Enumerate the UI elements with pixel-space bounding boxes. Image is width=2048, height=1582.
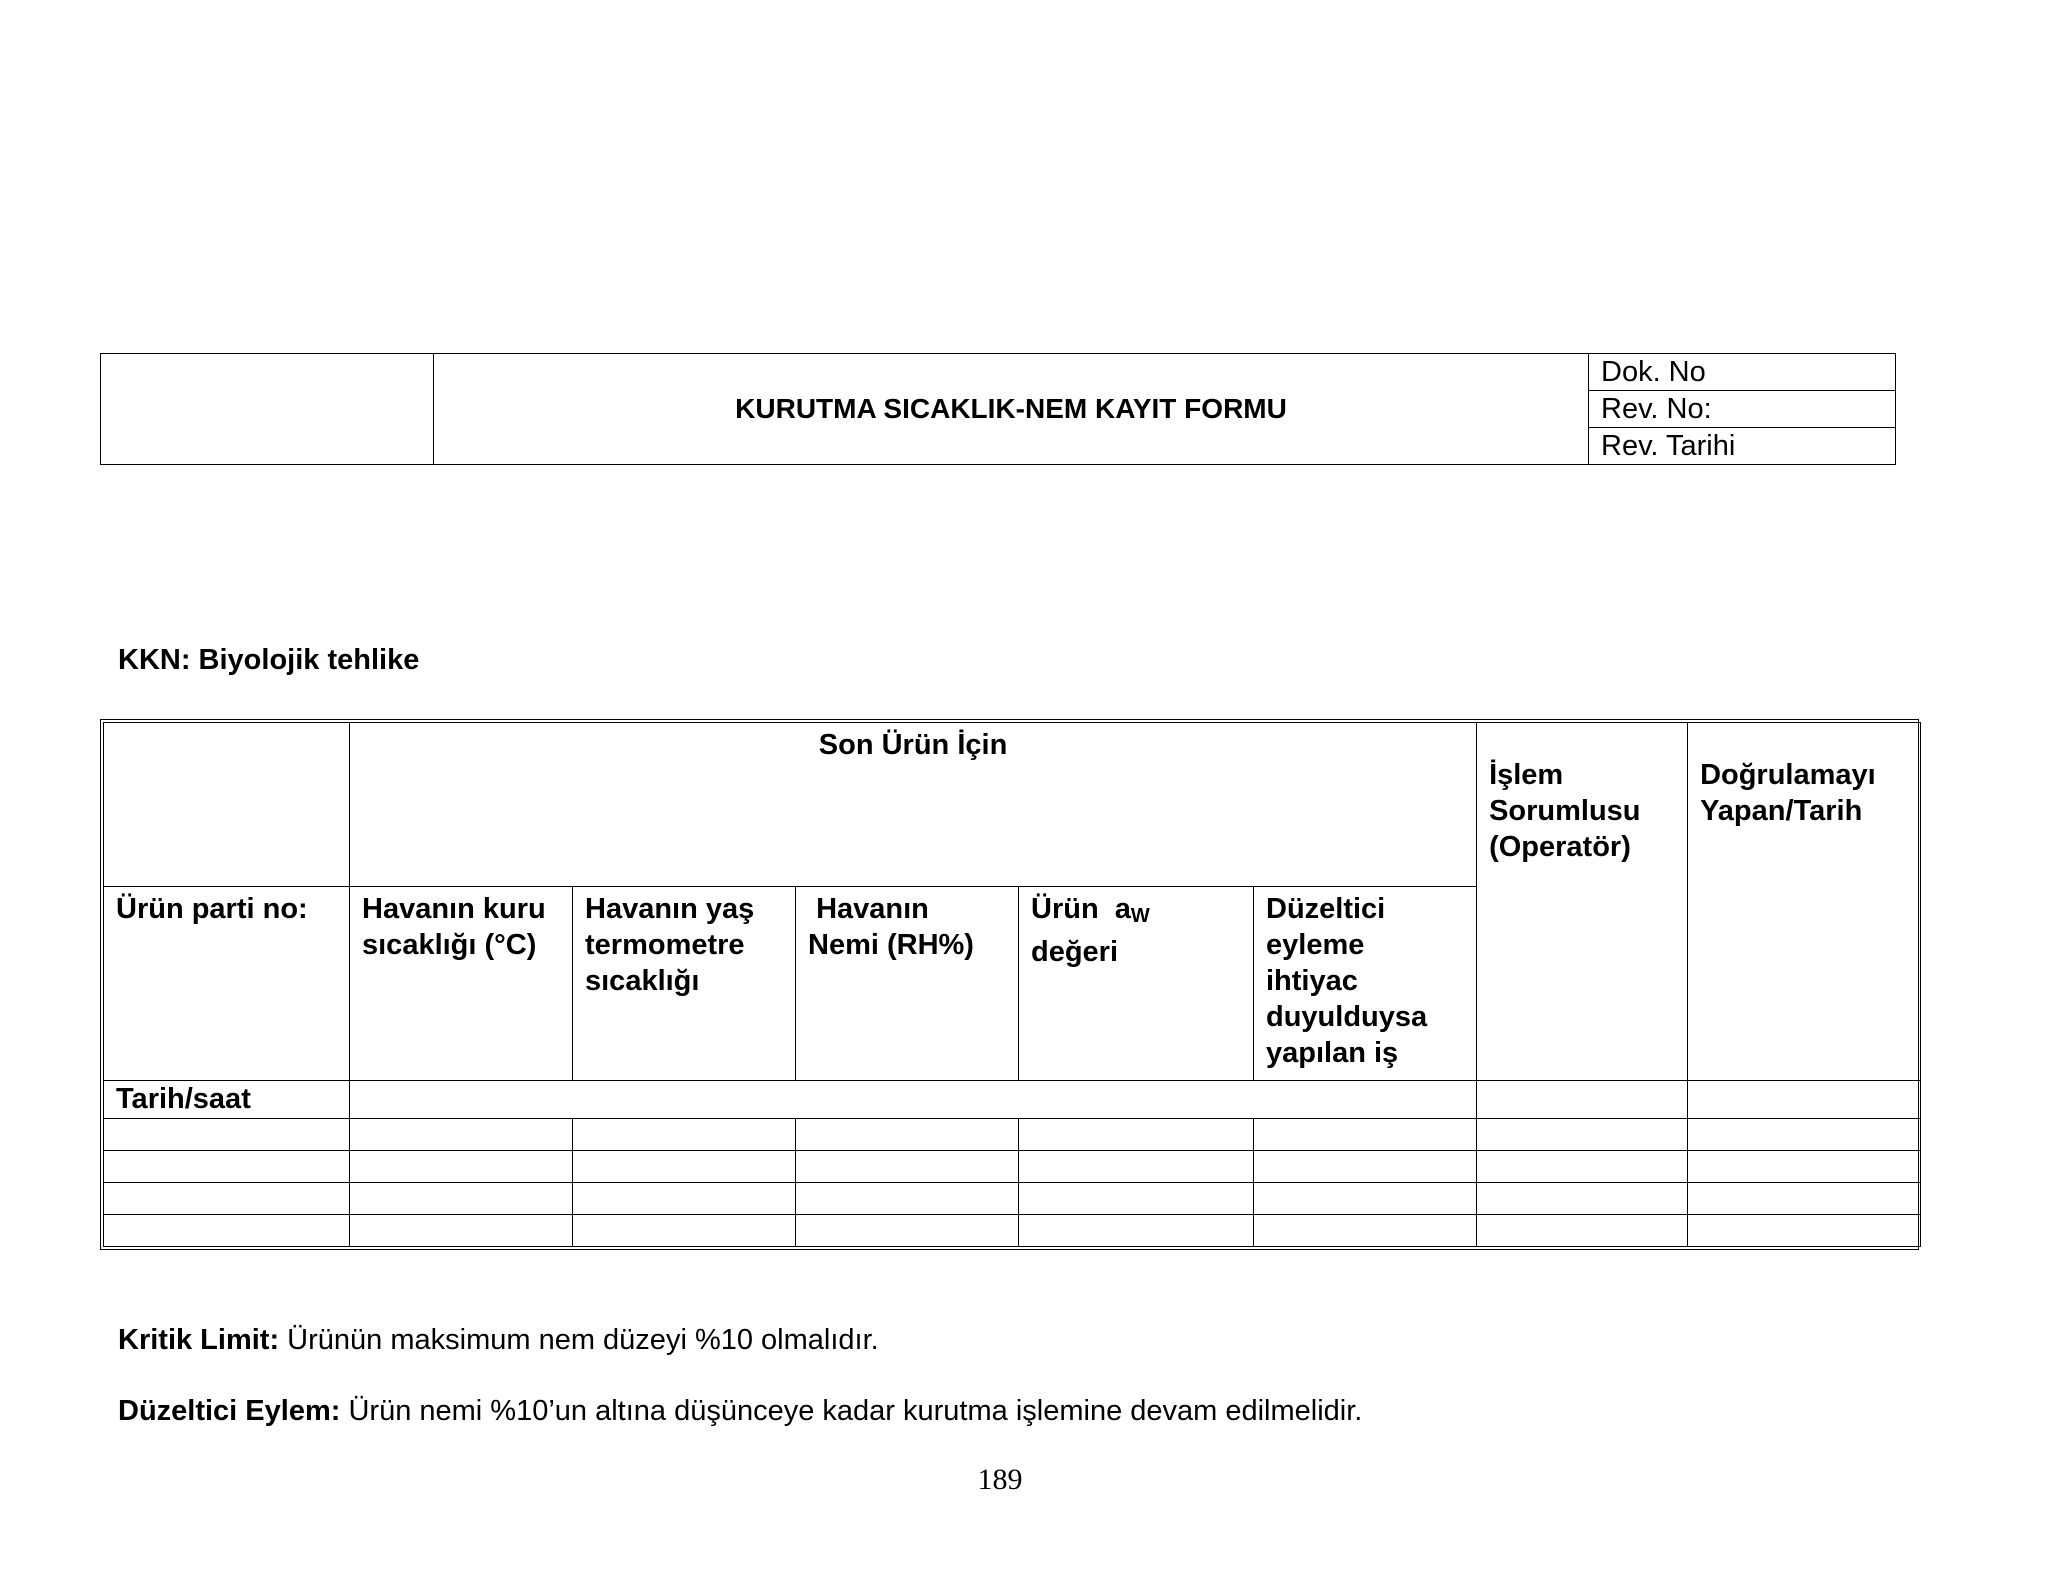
table-cell[interactable] [796, 1119, 1019, 1151]
corner-cell [104, 723, 350, 887]
table-cell[interactable] [350, 1183, 573, 1215]
rev-date-label: Rev. Tarihi [1589, 428, 1896, 465]
group-header-son-urun: Son Ürün İçin [350, 723, 1477, 887]
table-cell[interactable] [1254, 1183, 1477, 1215]
logo-cell [101, 354, 434, 465]
table-cell[interactable] [573, 1183, 796, 1215]
col-header-corrective: Düzeltici eyleme ihtiyac duyulduysa yapılan iş [1254, 886, 1477, 1081]
table-row [104, 1215, 1921, 1247]
table-cell[interactable] [1019, 1151, 1254, 1183]
form-header [100, 353, 1896, 465]
table-cell[interactable] [1688, 1151, 1921, 1183]
table-cell[interactable] [104, 1119, 350, 1151]
rev-no-label: Rev. No: [1589, 391, 1896, 428]
col-header-rh: Havanın Nemi (RH%) [796, 886, 1019, 1081]
aw-suffix: değeri [1031, 935, 1119, 968]
table-row [104, 1151, 1921, 1183]
table-cell[interactable] [1019, 1183, 1254, 1215]
table-cell[interactable] [1254, 1119, 1477, 1151]
table-cell[interactable] [1254, 1151, 1477, 1183]
page-number: 189 [977, 1463, 1023, 1496]
table-cell[interactable] [1254, 1215, 1477, 1247]
datetime-verify-cell[interactable] [1688, 1081, 1921, 1119]
col-header-operator: İşlem Sorumlusu (Operatör) [1477, 723, 1688, 1081]
aw-subscript: W [1130, 904, 1150, 927]
col-header-lot: Ürün parti no: [104, 886, 350, 1081]
critical-limit-label: Kritik Limit: [118, 1324, 280, 1356]
table-cell[interactable] [350, 1119, 573, 1151]
table-cell[interactable] [1019, 1119, 1254, 1151]
table-cell[interactable] [573, 1215, 796, 1247]
table-cell[interactable] [104, 1183, 350, 1215]
table-cell[interactable] [1019, 1215, 1254, 1247]
table-cell[interactable] [1688, 1119, 1921, 1151]
table-cell[interactable] [796, 1151, 1019, 1183]
row-label-datetime: Tarih/saat [104, 1081, 350, 1119]
table-cell[interactable] [350, 1151, 573, 1183]
table-cell[interactable] [1477, 1215, 1688, 1247]
aw-prefix: Ürün a [1031, 892, 1131, 925]
datetime-input-cell[interactable] [350, 1081, 1477, 1119]
col-header-wet-temp: Havanın yaş termometre sıcaklığı [573, 886, 796, 1081]
col-header-aw [1019, 886, 1254, 1081]
record-table-frame [100, 719, 1919, 1250]
corrective-action-text: Ürün nemi %10’un altına düşünceye kadar kurutma işlemine devam edilmelidir. [340, 1395, 1363, 1427]
table-cell[interactable] [1688, 1215, 1921, 1247]
kkn-label: KKN: Biyolojik tehlike [118, 644, 420, 676]
critical-limit-note [118, 1324, 879, 1357]
table-cell[interactable] [796, 1183, 1019, 1215]
table-cell[interactable] [350, 1215, 573, 1247]
doc-no-label: Dok. No [1589, 354, 1896, 391]
record-table [103, 722, 1921, 1247]
datetime-operator-cell[interactable] [1477, 1081, 1688, 1119]
table-cell[interactable] [573, 1151, 796, 1183]
form-title: KURUTMA SICAKLIK-NEM KAYIT FORMU [434, 354, 1589, 465]
corrective-action-label: Düzeltici Eylem: [118, 1395, 341, 1427]
table-cell[interactable] [573, 1119, 796, 1151]
table-cell[interactable] [1477, 1119, 1688, 1151]
table-cell[interactable] [1477, 1183, 1688, 1215]
col-header-verify: Doğrulamayı Yapan/Tarih [1688, 723, 1921, 1081]
table-cell[interactable] [1688, 1183, 1921, 1215]
table-cell[interactable] [104, 1215, 350, 1247]
critical-limit-text: Ürünün maksimum nem düzeyi %10 olmalıdır. [279, 1324, 879, 1356]
col-header-dry-temp: Havanın kuru sıcaklığı (°C) [350, 886, 573, 1081]
corrective-action-note [118, 1395, 1362, 1428]
table-row [104, 1119, 1921, 1151]
table-cell[interactable] [796, 1215, 1019, 1247]
table-cell[interactable] [1477, 1151, 1688, 1183]
table-cell[interactable] [104, 1151, 350, 1183]
table-row [104, 1183, 1921, 1215]
